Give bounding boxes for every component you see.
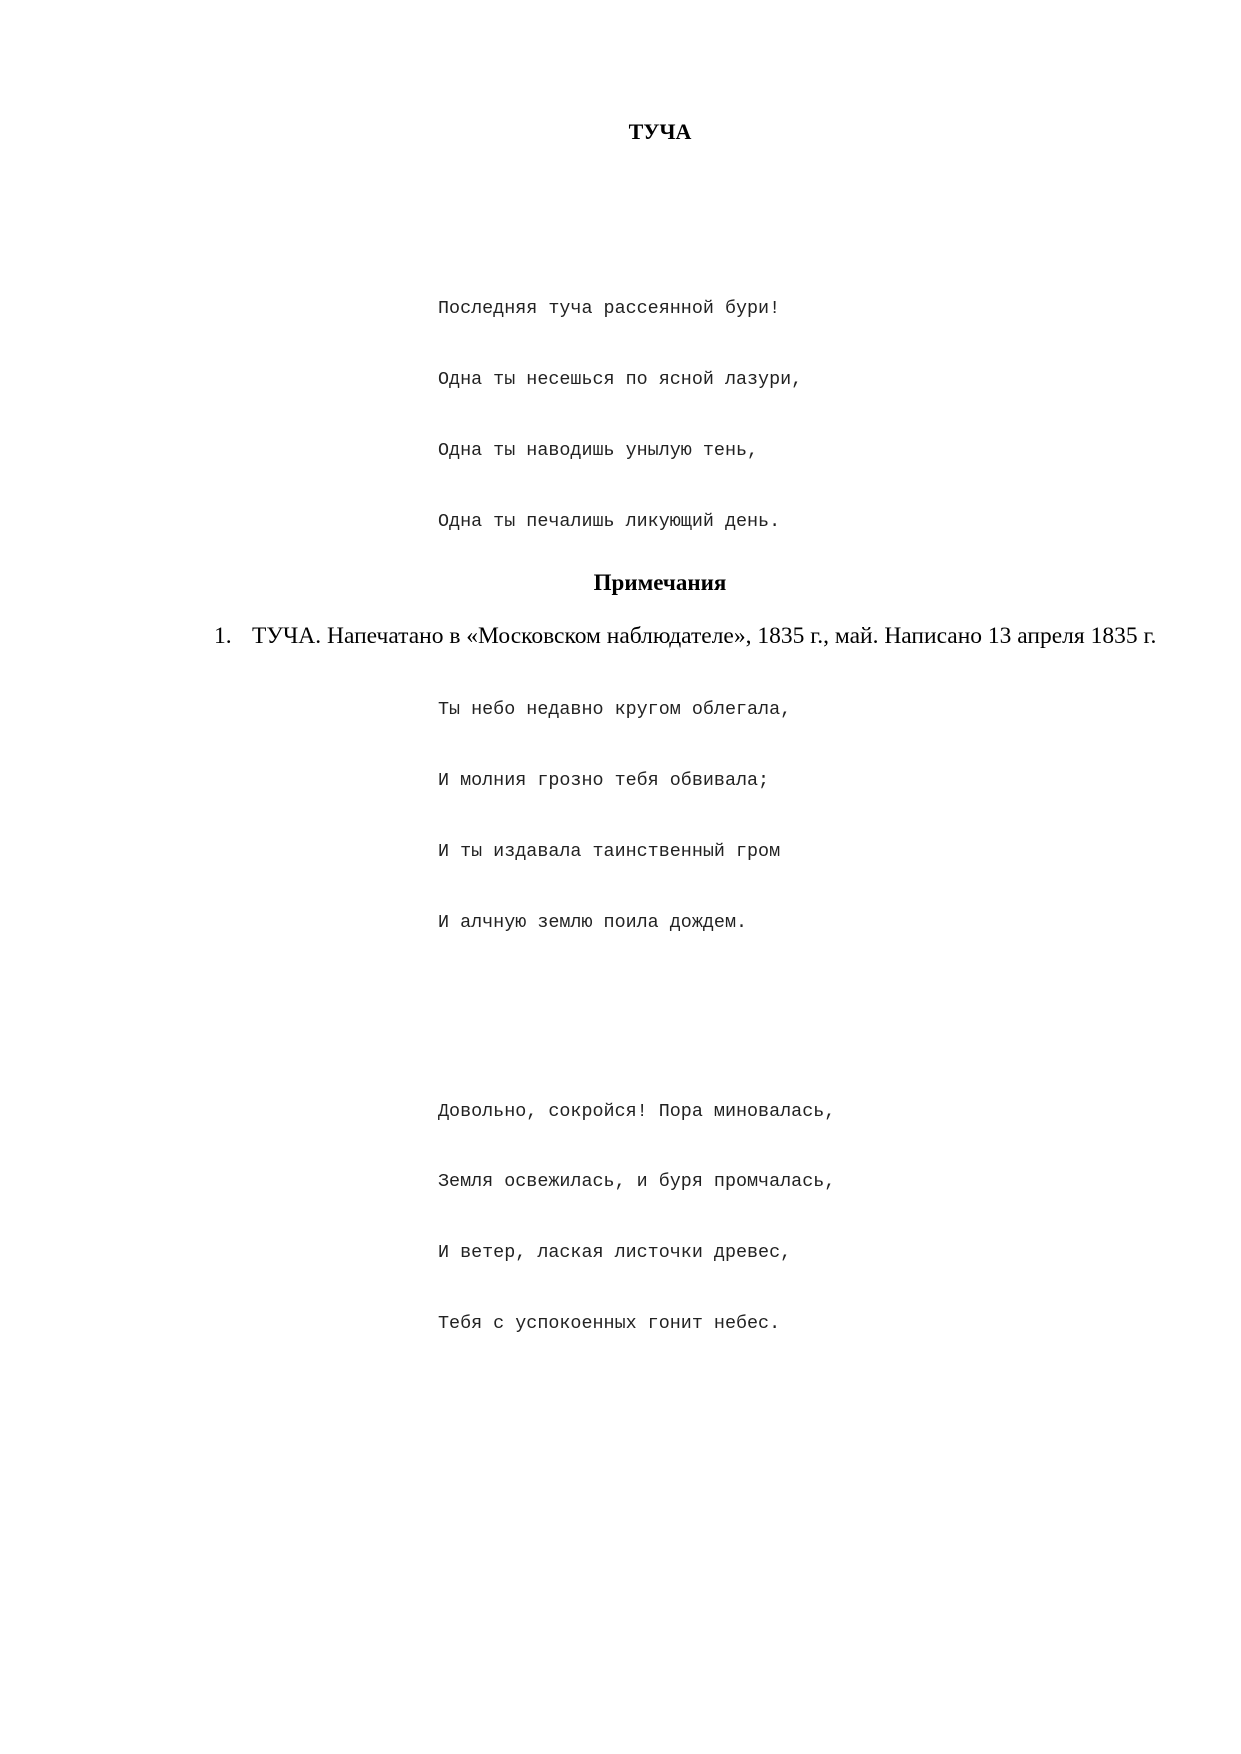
note-item <box>214 622 1174 651</box>
poem-body <box>438 203 835 1430</box>
poem-line: Ты небо недавно кругом облегала, <box>438 699 792 721</box>
poem-line: И алчную землю поила дождем. <box>438 911 748 933</box>
poem-line: Одна ты печалишь ликующий день. <box>438 510 781 532</box>
poem-line: Земля освежилась, и буря промчалась, <box>438 1171 836 1193</box>
poem-line: И ты издавала таинственный гром <box>438 841 781 863</box>
poem-title: ТУЧА <box>628 119 692 144</box>
poem-line: И молния грозно тебя обвивала; <box>438 770 770 792</box>
notes-list <box>214 622 1174 651</box>
poem-stanza <box>438 1052 835 1382</box>
notes-heading: Примечания <box>593 570 727 595</box>
poem-line: Довольно, сокройся! Пора миновалась, <box>438 1100 836 1122</box>
poem-line: И ветер, лаская листочки древес, <box>438 1242 792 1264</box>
note-text: ТУЧА. Напечатано в «Московском наблюдателе», 1835 г., май. Написано 13 апреля 1835 г. <box>252 623 1157 649</box>
poem-line: Последняя туча рассеянной бури! <box>438 298 781 320</box>
poem-stanza <box>438 651 835 981</box>
poem-line: Одна ты наводишь унылую тень, <box>438 439 759 461</box>
note-number: 1. <box>214 623 232 649</box>
poem-line: Одна ты несешься по ясной лазури, <box>438 369 803 391</box>
poem-stanza <box>438 250 835 580</box>
poem-line: Тебя с успокоенных гонит небес. <box>438 1312 781 1334</box>
